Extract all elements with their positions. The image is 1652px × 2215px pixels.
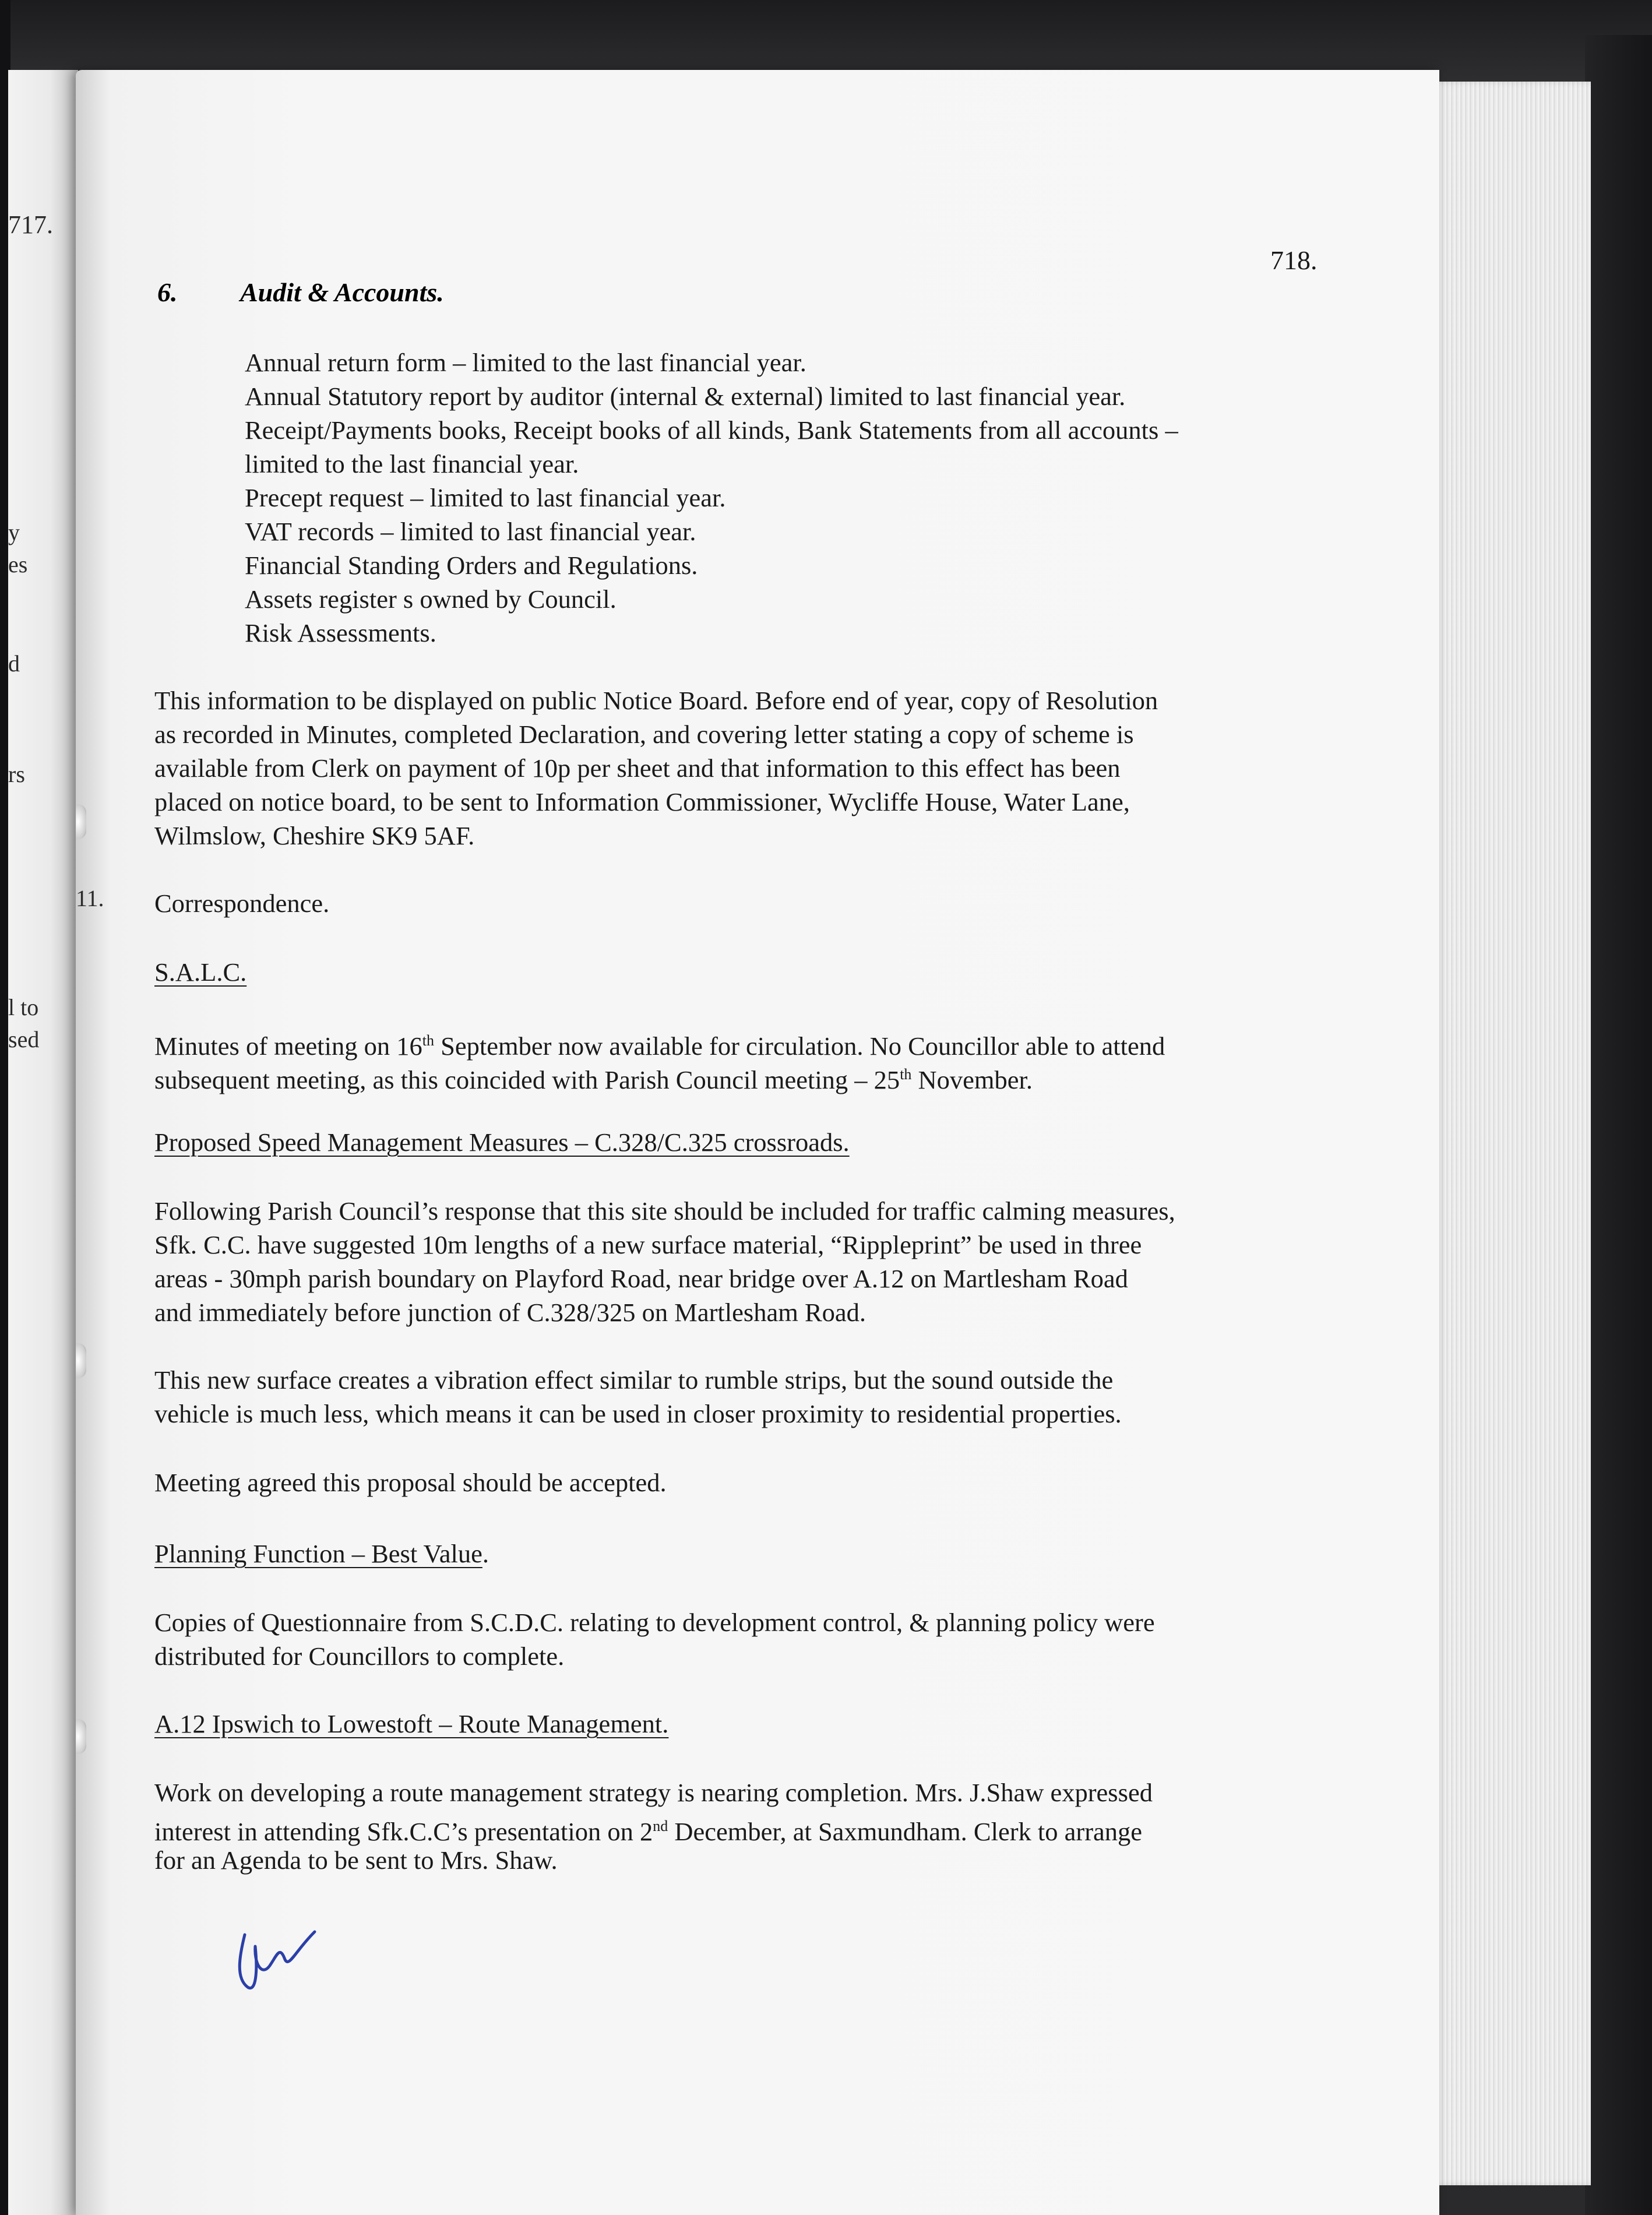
section-number: 6. [157,277,178,307]
binder-cover-right [1585,35,1652,2215]
section-title: Audit & Accounts. [240,277,444,307]
paragraph-line: Sfk. C.C. have suggested 10m lengths of a new surface material, “Rippleprint” be used in three [154,1230,1142,1259]
paragraph-line: as recorded in Minutes, completed Declaration, and covering letter stating a copy of scheme is [154,720,1134,749]
previous-page-fragment: sed [8,1026,40,1052]
previous-page-fragment: d [8,650,20,677]
paragraph-line: interest in attending Sfk.C.C’s presentation on 2nd December, at Saxmundham. Clerk to arrange [154,1816,1143,1846]
list-item: Financial Standing Orders and Regulations. [245,551,698,580]
previous-page-fragment: es [8,551,28,577]
previous-page-fragment: y [8,519,20,545]
previous-page-number: 717. [8,210,53,239]
page-number: 718. [1270,245,1318,275]
list-item: Risk Assessments. [245,618,436,647]
paragraph-line: vehicle is much less, which means it can be used in closer proximity to residential properties. [154,1399,1122,1428]
paragraph-line: areas - 30mph parish boundary on Playford Road, near bridge over A.12 on Martlesham Road [154,1264,1128,1293]
paragraph-line: Following Parish Council’s response that this site should be included for traffic calming measures, [154,1196,1175,1226]
section-title: Correspondence. [154,889,330,918]
section-number: 11. [76,885,104,911]
paragraph-line: This new surface creates a vibration effect similar to rumble strips, but the sound outside the [154,1365,1114,1395]
list-item: Precept request – limited to last financial year. [245,483,726,512]
paragraph-line: and immediately before junction of C.328/325 on Martlesham Road. [154,1298,866,1327]
paragraph-line: Copies of Questionnaire from S.C.D.C. relating to development control, & planning policy were [154,1608,1155,1637]
document-page [76,70,1439,2215]
paragraph-line: subsequent meeting, as this coincided with Parish Council meeting – 25th November. [154,1065,1033,1094]
paragraph-line: Meeting agreed this proposal should be accepted. [154,1468,667,1497]
paragraph-line: Minutes of meeting on 16th September now available for circulation. No Councillor able to attend [154,1031,1165,1061]
list-item: Assets register s owned by Council. [245,584,617,614]
previous-page-fragment: l to [8,994,39,1020]
paragraph-line: distributed for Councillors to complete. [154,1642,565,1671]
list-item: VAT records – limited to last financial year. [245,517,696,546]
list-item: Annual return form – limited to the last financial year. [245,348,806,377]
subheading-salc: S.A.L.C. [154,957,247,987]
paragraph-line: Wilmslow, Cheshire SK9 5AF. [154,821,475,850]
paragraph-line: available from Clerk on payment of 10p per sheet and that information to this effect has been [154,753,1121,783]
paragraph-line: This information to be displayed on public Notice Board. Before end of year, copy of Resolution [154,686,1158,715]
previous-page-edge [8,70,78,2215]
binder-top [0,0,1652,82]
paragraph-line: for an Agenda to be sent to Mrs. Shaw. [154,1846,558,1875]
list-item: Receipt/Payments books, Receipt books of all kinds, Bank Statements from all accounts – [245,415,1178,445]
page-stack-edge [1416,82,1591,2185]
subheading-planning: Planning Function – Best Value. [154,1539,489,1568]
list-item: Annual Statutory report by auditor (internal & external) limited to last financial year. [245,382,1126,411]
subheading-a12: A.12 Ipswich to Lowestoft – Route Management. [154,1709,669,1738]
handwritten-initials [221,1923,320,2005]
subheading-speed-management: Proposed Speed Management Measures – C.328/C.325 crossroads. [154,1128,850,1157]
paragraph-line: placed on notice board, to be sent to Information Commissioner, Wycliffe House, Water Lane, [154,787,1130,816]
previous-page-fragment: rs [8,761,25,787]
list-item: limited to the last financial year. [245,449,579,478]
paragraph-line: Work on developing a route management strategy is nearing completion. Mrs. J.Shaw expressed [154,1778,1153,1807]
